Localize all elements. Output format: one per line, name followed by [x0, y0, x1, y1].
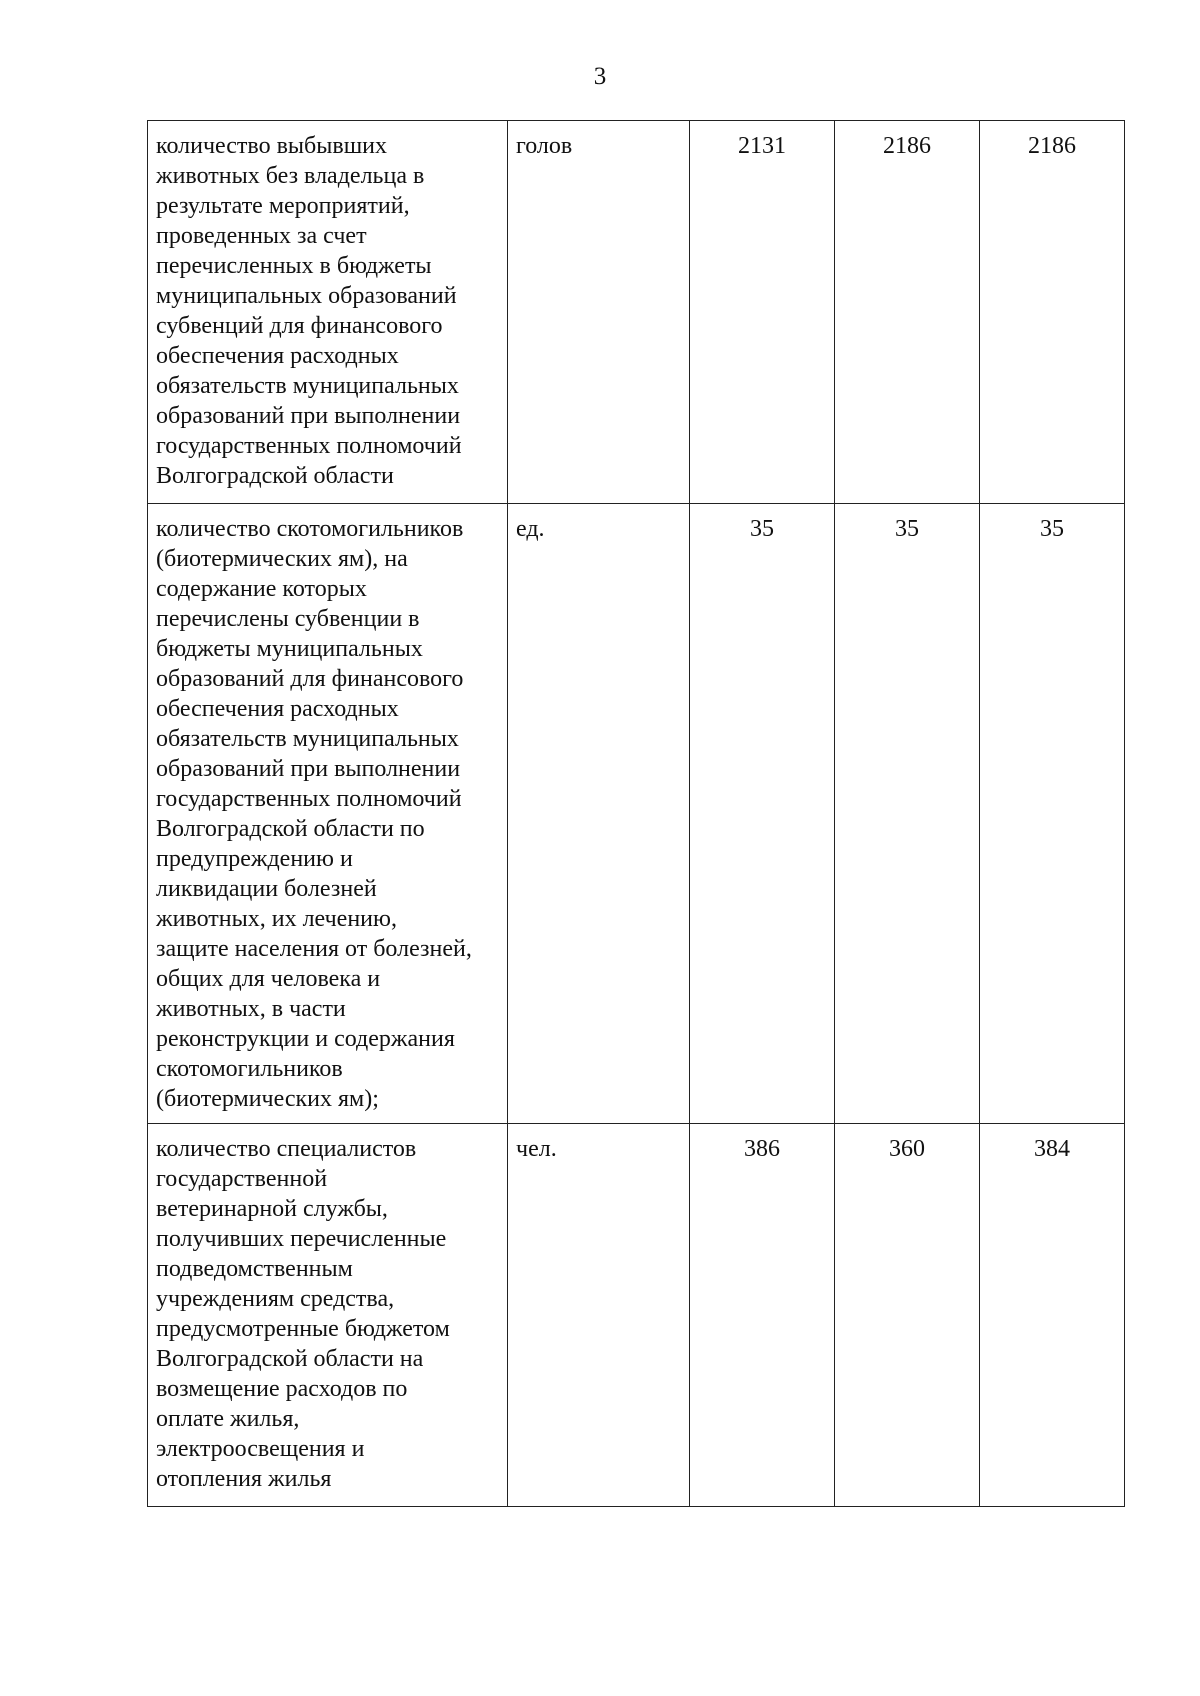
table-row [148, 504, 1125, 1124]
value-cell-2: 360 [835, 1124, 980, 1507]
value-cell-1: 2131 [690, 121, 835, 504]
indicator-name-cell [148, 504, 508, 1124]
indicator-name: количество скотомогильников (биотермических ям), на содержание которых перечислены субвенции в бюджеты муниципальных образований для финансового обеспечения расходных обязательств муниципальных образований при выполнении государственных полномочий Волгоградской области по предупреждению и ликвидации болезней животных, их лечению, защите населения от болезней, общих для человека и животных, в части реконструкции и содержания скотомогильников (биотермических ям); [156, 516, 472, 1112]
value-cell-2: 35 [835, 504, 980, 1124]
unit-cell: голов [508, 121, 690, 504]
table-row [148, 121, 1125, 504]
value-cell-1: 386 [690, 1124, 835, 1507]
value-cell-3: 35 [980, 504, 1125, 1124]
unit-cell: ед. [508, 504, 690, 1124]
indicator-name: количество специалистов государственной ветеринарной службы, получивших перечисленные подведомственным учреждениям средства, предусмотренные бюджетом Волгоградской области на возмещение расходов по оплате жилья, электроосвещения и отопления жилья [156, 1136, 450, 1492]
value-cell-3: 384 [980, 1124, 1125, 1507]
table-row [148, 1124, 1125, 1507]
value-cell-2: 2186 [835, 121, 980, 504]
indicator-name-cell [148, 121, 508, 504]
unit-cell: чел. [508, 1124, 690, 1507]
page-number: 3 [593, 63, 607, 90]
value-cell-1: 35 [690, 504, 835, 1124]
indicator-name-cell [148, 1124, 508, 1507]
indicator-name: количество выбывших животных без владельца в результате мероприятий, проведенных за счет перечисленных в бюджеты муниципальных образований субвенций для финансового обеспечения расходных обязательств муниципальных образований при выполнении государственных полномочий Волгоградской области [156, 133, 462, 489]
value-cell-3: 2186 [980, 121, 1125, 504]
indicators-table [147, 120, 1125, 1507]
